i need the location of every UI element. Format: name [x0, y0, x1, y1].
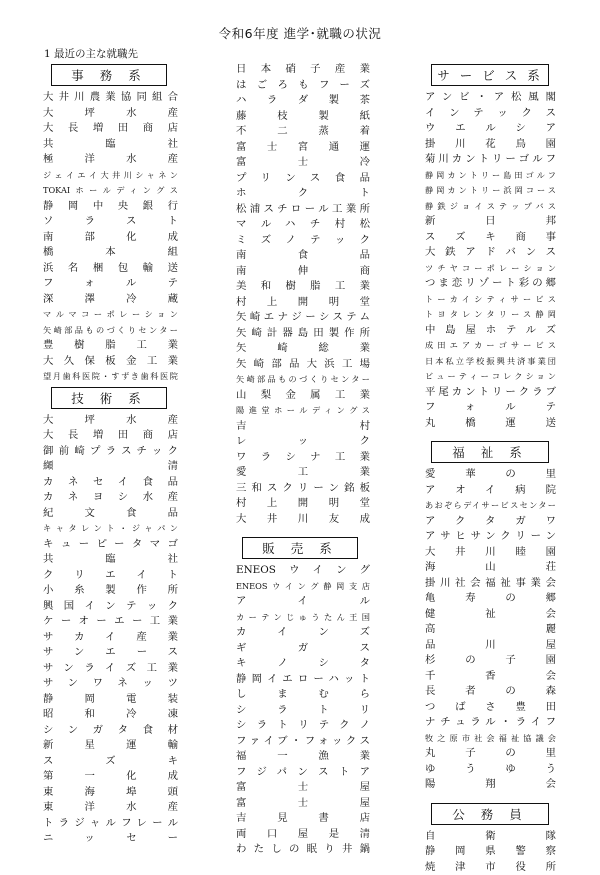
employer-name: 両口屋是清 — [236, 827, 370, 843]
employer-name: わたしの眠り井鍋 — [236, 842, 370, 858]
employer-name: 高麗 — [425, 622, 556, 638]
employer-name: シラトリテクノ — [236, 718, 370, 734]
employer-name: 東海埠頭 — [43, 785, 178, 801]
employer-name: サンエース — [43, 645, 178, 661]
employer-name: 吉村 — [236, 419, 370, 435]
employer-name: 昭和冷凍 — [43, 707, 178, 723]
employer-name: 大坪水産 — [43, 106, 178, 122]
employer-name: 村上開明堂 — [236, 295, 370, 311]
spacer — [425, 431, 556, 439]
employer-name: 静岡電装 — [43, 692, 178, 708]
employer-name: サンワネッツ — [43, 676, 178, 692]
employer-name: 静岡カントリー浜岡コース — [425, 183, 556, 199]
employer-name: 丸橋運送 — [425, 416, 556, 432]
employer-name: 深澤冷蔵 — [43, 292, 178, 308]
employer-name: しまむら — [236, 687, 370, 703]
employer-name: 菊川カントリーゴルフ — [425, 152, 556, 168]
employer-list-sales — [236, 563, 370, 858]
employer-name: アイル — [236, 594, 370, 610]
employer-name: マルハチ村松 — [236, 217, 370, 233]
employer-list-public-service — [425, 829, 556, 875]
employer-name: 共臨社 — [43, 137, 178, 153]
employer-name: カネセイ食品 — [43, 475, 178, 491]
employer-name: ハラダ製茶 — [236, 93, 370, 109]
employer-name: 長者の森 — [425, 684, 556, 700]
employer-name: 陽翔会 — [425, 777, 556, 793]
column-2 — [236, 62, 370, 858]
employer-name: 大坪水産 — [43, 413, 178, 429]
employer-name: 大井川睦園 — [425, 545, 556, 561]
spacer — [425, 793, 556, 801]
employer-name: 矢崎エナジーシステム — [236, 310, 370, 326]
employer-name: シラトリ — [236, 703, 370, 719]
employer-name: 大長増田商店 — [43, 121, 178, 137]
employer-name: 南食品 — [236, 248, 370, 264]
employer-name: 紀文食品 — [43, 506, 178, 522]
employer-name: 小糸製作所 — [43, 583, 178, 599]
employer-name: ENEOSウイング静岡支店 — [236, 579, 370, 595]
employer-name: 富士冷 — [236, 155, 370, 171]
employer-name: カーテンじゅうたん王国 — [236, 610, 370, 626]
employer-name: ウエルシア — [425, 121, 556, 137]
employer-name: ニッセー — [43, 831, 178, 847]
employer-name: 海山荘 — [425, 560, 556, 576]
category-public-service: 公 務 員 — [431, 803, 549, 825]
employer-name: フォルテ — [43, 276, 178, 292]
employer-name: ファイブ・フォックス — [236, 734, 370, 750]
employer-name: 大長増田商店 — [43, 428, 178, 444]
employer-name: ギガス — [236, 641, 370, 657]
employer-list-technical — [43, 413, 178, 847]
page-title: 令和6年度 進学･就職の状況 — [0, 24, 600, 42]
employer-name: 松浦スチロール工業所 — [236, 202, 370, 218]
employer-name: 村上開明堂 — [236, 496, 370, 512]
employer-name: 静鉄ジョイステップバス — [425, 199, 556, 215]
employer-name: ナチュラル・ライフ — [425, 715, 556, 731]
employer-name: カネヨシ水産 — [43, 490, 178, 506]
employer-name: トヨタレンタリース静岡 — [425, 307, 556, 323]
employer-name: インテックス — [425, 106, 556, 122]
employer-name: 浜名梱包輸送 — [43, 261, 178, 277]
employer-name: 南伸商 — [236, 264, 370, 280]
employer-name: フォルテ — [425, 400, 556, 416]
employer-name: 山梨金属工業 — [236, 388, 370, 404]
employer-name: 品川屋 — [425, 638, 556, 654]
category-service: サ ー ビ ス 系 — [431, 64, 549, 86]
employer-name: はごろもフーズ — [236, 78, 370, 94]
employer-name: アサヒサンクリーン — [425, 529, 556, 545]
employer-name: 三和スクリーン銘板 — [236, 481, 370, 497]
column-3 — [425, 62, 556, 875]
employer-name: 富士屋 — [236, 796, 370, 812]
employer-name: クリエイト — [43, 568, 178, 584]
employer-name: 健祉会 — [425, 607, 556, 623]
employer-name: ジェイエイ大井川シャネン — [43, 168, 178, 184]
employer-name: スズキ — [43, 754, 178, 770]
employer-name: ホクト — [236, 186, 370, 202]
employer-name: 静岡県警察 — [425, 844, 556, 860]
employer-name: 吉見書店 — [236, 811, 370, 827]
employer-name: 新日邦 — [425, 214, 556, 230]
employer-name: 興国インテック — [43, 599, 178, 615]
employer-name: 静岡中央銀行 — [43, 199, 178, 215]
employer-name: ビューティーコレクション — [425, 369, 556, 385]
employer-name: 平尾カントリークラブ — [425, 385, 556, 401]
employer-name: 掛川花鳥園 — [425, 137, 556, 153]
employer-name: 御前崎プラスチック — [43, 444, 178, 460]
employer-name: TOKAIホールディングス — [43, 183, 178, 199]
employer-name: マルマコーポレーション — [43, 307, 178, 323]
employer-list-technical-cont — [236, 62, 370, 527]
employer-name: 千香会 — [425, 669, 556, 685]
employer-name: 亀寿の郷 — [425, 591, 556, 607]
employer-list-service — [425, 90, 556, 431]
category-office: 事 務 系 — [51, 64, 167, 86]
employer-name: スズキ商事 — [425, 230, 556, 246]
employer-name: 藤枝製紙 — [236, 109, 370, 125]
employer-name: つばさ豊田 — [425, 700, 556, 716]
employer-name: カインズ — [236, 625, 370, 641]
employer-name: アクタガワ — [425, 514, 556, 530]
employer-name: キャタレント・ジャパン — [43, 521, 178, 537]
employer-name: 大井川農業協同組合 — [43, 90, 178, 106]
column-1 — [43, 62, 178, 847]
employer-name: 陽進堂ホールディングス — [236, 403, 370, 419]
employer-name: 静岡カントリー島田ゴルフ — [425, 168, 556, 184]
employer-name: ツチヤコーポレーション — [425, 261, 556, 277]
employer-name: 自衛隊 — [425, 829, 556, 845]
employer-name: ミズノテック — [236, 233, 370, 249]
employer-name: 富士宮通運 — [236, 140, 370, 156]
employer-name: 共臨社 — [43, 552, 178, 568]
spacer — [236, 527, 370, 535]
employer-name: 矢崎部品大浜工場 — [236, 357, 370, 373]
employer-name: 矢崎部品ものづくりセンター — [43, 323, 178, 339]
employer-name: ケーオーエー工業 — [43, 614, 178, 630]
category-technical: 技 術 系 — [51, 387, 167, 409]
employer-name: プリンス食品 — [236, 171, 370, 187]
employer-name: 矢崎計器島田製作所 — [236, 326, 370, 342]
employer-name: トラジャルフレール — [43, 816, 178, 832]
employer-name: 美和樹脂工業 — [236, 279, 370, 295]
category-sales: 販 売 系 — [242, 537, 358, 559]
employer-name: シンガタ食材 — [43, 723, 178, 739]
employer-name: 焼津市役所 — [425, 860, 556, 875]
employer-name: キノシタ — [236, 656, 370, 672]
employer-name: 矢崎部品ものづくりセンター — [236, 372, 370, 388]
employer-name: 新星運輸 — [43, 738, 178, 754]
employer-name: 中島屋ホテルズ — [425, 323, 556, 339]
employer-name: 橋本組 — [43, 245, 178, 261]
employer-list-welfare — [425, 467, 556, 793]
employer-name: 愛華の里 — [425, 467, 556, 483]
employer-name: アオイ病院 — [425, 483, 556, 499]
category-welfare: 福 祉 系 — [431, 441, 549, 463]
employer-name: トーカイシティサービス — [425, 292, 556, 308]
employer-name: ゆうゆう — [425, 762, 556, 778]
employer-name: ENEOSウイング — [236, 563, 370, 579]
employer-name: 牧之原市社会福祉協議会 — [425, 731, 556, 747]
employer-name: 纐清 — [43, 459, 178, 475]
section-heading: 1 最近の主な就職先 — [44, 46, 138, 61]
employer-name: 豊樹脂工業 — [43, 338, 178, 354]
employer-name: 日本私立学校振興共済事業団 — [425, 354, 556, 370]
employer-list-office — [43, 90, 178, 385]
employer-name: アンビ・ア松風閣 — [425, 90, 556, 106]
employer-name: 杉の子園 — [425, 653, 556, 669]
employer-name: あおぞらデイサービスセンター — [425, 498, 556, 514]
employer-name: キューピータマゴ — [43, 537, 178, 553]
employer-name: 極洋水産 — [43, 152, 178, 168]
employer-name: ソラスト — [43, 214, 178, 230]
employer-name: 不二蒸着 — [236, 124, 370, 140]
employer-name: ワラシナ工業 — [236, 450, 370, 466]
employer-name: 南部化成 — [43, 230, 178, 246]
employer-name: 富士屋 — [236, 780, 370, 796]
employer-name: 成田エアカーゴサービス — [425, 338, 556, 354]
employer-name: サカイ産業 — [43, 630, 178, 646]
employer-name: 静岡イエローハット — [236, 672, 370, 688]
employer-name: 矢崎総業 — [236, 341, 370, 357]
employer-name: レック — [236, 434, 370, 450]
employer-name: 掛川社会福祉事業会 — [425, 576, 556, 592]
employer-name: 愛工業 — [236, 465, 370, 481]
employer-name: 福一漁業 — [236, 749, 370, 765]
employer-name: サンライズ工業 — [43, 661, 178, 677]
employer-name: 大井川友成 — [236, 512, 370, 528]
employer-name: 東洋水産 — [43, 800, 178, 816]
employer-name: 大鉄アドバンス — [425, 245, 556, 261]
employer-name: 丸子の里 — [425, 746, 556, 762]
employer-name: 日本硝子産業 — [236, 62, 370, 78]
employer-name: 望月歯科医院・すずき歯科医院 — [43, 369, 178, 385]
employer-name: つま恋リゾート彩の郷 — [425, 276, 556, 292]
employer-name: 第一化成 — [43, 769, 178, 785]
employer-name: フジパンストア — [236, 765, 370, 781]
employer-name: 大久保板金工業 — [43, 354, 178, 370]
